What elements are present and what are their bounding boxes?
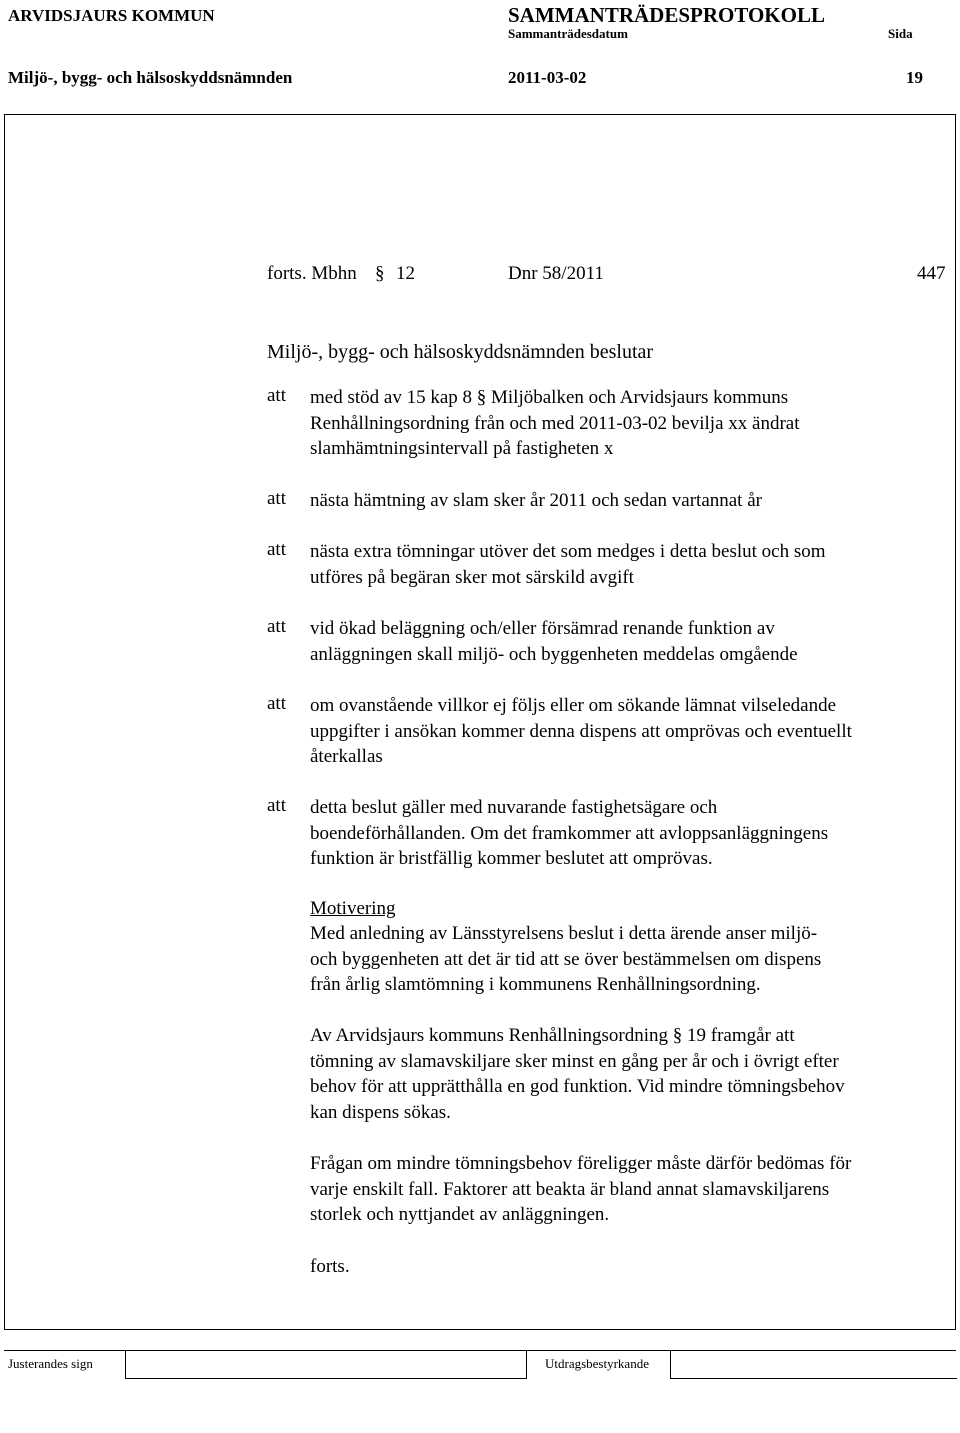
motivation-paragraph: Frågan om mindre tömningsbehov föreligger måste därför bedömas för varje enskilt fall. Faktorer att beakta är bland annat slamavskiljarens storlek och nyttjandet av anläggningen. xyxy=(310,1153,852,1225)
decision-text: med stöd av 15 kap 8 § Miljöbalken och Arvidsjaurs kommuns Renhållningsordning från och med 2011-03-02 bevilja xx ändrat slamhämtningsintervall på fastigheten x xyxy=(310,387,800,459)
continued-note: forts. xyxy=(310,1256,350,1277)
signature-box xyxy=(125,1350,527,1379)
page-label: Sida xyxy=(888,26,913,41)
decision-label: att xyxy=(267,385,286,406)
motivation-title: Motivering xyxy=(310,898,396,919)
document-type: SAMMANTRÄDESPROTOKOLL xyxy=(508,3,825,27)
decision-text: nästa extra tömningar utöver det som medges i detta beslut och som utföres på begäran sker mot särskild avgift xyxy=(310,541,826,588)
extract-verification-label: Utdragsbestyrkande xyxy=(545,1356,649,1371)
meeting-date: 2011-03-02 xyxy=(508,68,587,87)
decision-text: nästa hämtning av slam sker år 2011 och sedan vartannat år xyxy=(310,490,762,511)
meeting-date-label: Sammanträdesdatum xyxy=(508,26,628,41)
page-number: 19 xyxy=(906,68,923,87)
reference-prefix: forts. Mbhn xyxy=(267,263,357,284)
diary-number: Dnr 58/2011 xyxy=(508,263,604,284)
decision-heading: Miljö-, bygg- och hälsoskyddsnämnden beslutar xyxy=(267,341,654,363)
motivation-paragraph: Med anledning av Länsstyrelsens beslut i detta ärende anser miljö- och byggenheten att det är tid att se över bestämmelsen om dispens från årlig slamtömning i kommunens Renhållningsordning. xyxy=(310,923,822,995)
section-number: 12 xyxy=(396,263,415,284)
decision-label: att xyxy=(267,488,286,509)
decision-label: att xyxy=(267,616,286,637)
reference-code: 447 xyxy=(917,263,946,284)
decision-label: att xyxy=(267,795,286,816)
decision-text: detta beslut gäller med nuvarande fastighetsägare och boendeförhållanden. Om det framkommer att avloppsanläggningens funktion är bristfällig kommer beslutet att omprövas. xyxy=(310,797,829,869)
decision-text: vid ökad beläggning och/eller försämrad renande funktion av anläggningen skall miljö- och byggenheten meddelas omgående xyxy=(310,618,798,665)
municipality-name: ARVIDSJAURS KOMMUN xyxy=(8,6,215,25)
committee-name: Miljö-, bygg- och hälsoskyddsnämnden xyxy=(8,68,293,87)
adjuster-sign-label: Justerandes sign xyxy=(8,1356,93,1371)
section-symbol: § xyxy=(375,263,385,284)
decision-label: att xyxy=(267,539,286,560)
decision-text: om ovanstående villkor ej följs eller om sökande lämnat vilseledande uppgifter i ansökan kommer denna dispens att omprövas och eventuellt återkallas xyxy=(310,695,852,767)
motivation-paragraph: Av Arvidsjaurs kommuns Renhållningsordning § 19 framgår att tömning av slamavskiljare sker minst en gång per år och i övrigt efter behov för att upprätthålla en god funktion. Vid mindre tömningsbehov kan dispens sökas. xyxy=(310,1025,845,1123)
extract-signature-box xyxy=(670,1350,957,1379)
decision-label: att xyxy=(267,693,286,714)
